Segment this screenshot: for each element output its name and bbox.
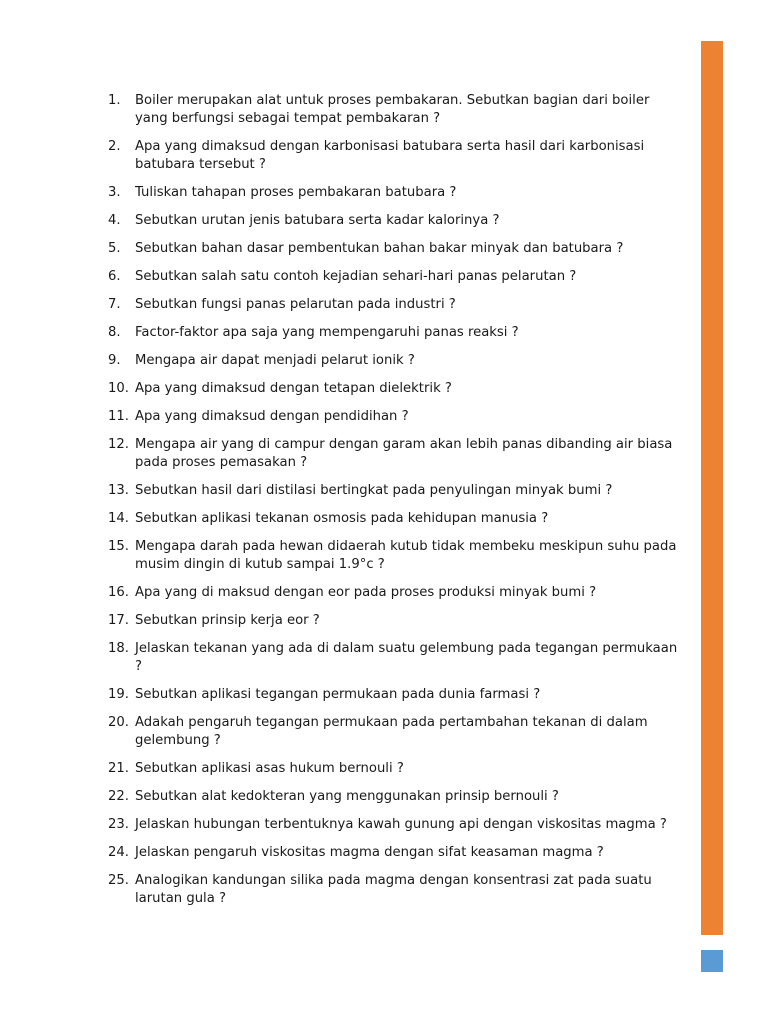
question-item — [108, 686, 683, 704]
question-number: 5. — [108, 241, 121, 256]
question-text: Apa yang dimaksud dengan pendidihan ? — [135, 409, 409, 424]
question-text: Sebutkan urutan jenis batubara serta kadar kalorinya ? — [135, 213, 500, 228]
question-text: Apa yang dimaksud dengan tetapan dielektrik ? — [135, 381, 452, 396]
question-number: 6. — [108, 269, 121, 284]
question-number: 2. — [108, 139, 121, 154]
question-text: Sebutkan bahan dasar pembentukan bahan bakar minyak dan batubara ? — [135, 241, 624, 256]
question-text: Mengapa air yang di campur dengan garam akan lebih panas dibanding air biasa pada proses pemasakan ? — [135, 437, 673, 470]
question-text: Jelaskan hubungan terbentuknya kawah gunung api dengan viskositas magma ? — [135, 817, 667, 832]
question-text: Sebutkan aplikasi tekanan osmosis pada kehidupan manusia ? — [135, 511, 549, 526]
question-text: Sebutkan aplikasi tegangan permukaan pada dunia farmasi ? — [135, 687, 541, 702]
question-number: 20. — [108, 715, 129, 730]
question-text: Sebutkan hasil dari distilasi bertingkat pada penyulingan minyak bumi ? — [135, 483, 613, 498]
question-item — [108, 212, 683, 230]
question-item — [108, 482, 683, 500]
question-item — [108, 640, 683, 676]
question-number: 11. — [108, 409, 129, 424]
blue-corner-square — [701, 950, 723, 972]
question-text: Sebutkan salah satu contoh kejadian sehari-hari panas pelarutan ? — [135, 269, 577, 284]
question-text: Apa yang dimaksud dengan karbonisasi batubara serta hasil dari karbonisasi batubara tersebut ? — [135, 139, 645, 172]
question-text: Jelaskan tekanan yang ada di dalam suatu gelembung pada tegangan permukaan ? — [135, 641, 678, 674]
question-number: 23. — [108, 817, 129, 832]
question-text: Boiler merupakan alat untuk proses pembakaran. Sebutkan bagian dari boiler yang berfungsi sebagai tempat pembakaran ? — [135, 93, 650, 126]
question-number: 24. — [108, 845, 129, 860]
question-item — [108, 380, 683, 398]
question-item — [108, 538, 683, 574]
question-number: 1. — [108, 93, 121, 108]
orange-sidebar-bar — [701, 41, 723, 935]
question-number: 21. — [108, 761, 129, 776]
question-item — [108, 92, 683, 128]
question-text: Tuliskan tahapan proses pembakaran batubara ? — [135, 185, 457, 200]
question-number: 8. — [108, 325, 121, 340]
question-text: Mengapa darah pada hewan didaerah kutub tidak membeku meskipun suhu pada musim dingin di kutub sampai 1.9°c ? — [135, 539, 677, 572]
question-item — [108, 872, 683, 908]
question-text: Sebutkan prinsip kerja eor ? — [135, 613, 320, 628]
question-text: Mengapa air dapat menjadi pelarut ionik ? — [135, 353, 415, 368]
question-item — [108, 714, 683, 750]
question-text: Adakah pengaruh tegangan permukaan pada pertambahan tekanan di dalam gelembung ? — [135, 715, 648, 748]
question-text: Sebutkan aplikasi asas hukum bernouli ? — [135, 761, 404, 776]
question-number: 16. — [108, 585, 129, 600]
question-number: 14. — [108, 511, 129, 526]
question-item — [108, 788, 683, 806]
question-text: Sebutkan alat kedokteran yang menggunakan prinsip bernouli ? — [135, 789, 559, 804]
question-item — [108, 816, 683, 834]
question-item — [108, 138, 683, 174]
question-item — [108, 352, 683, 370]
question-item — [108, 268, 683, 286]
question-number: 19. — [108, 687, 129, 702]
question-number: 25. — [108, 873, 129, 888]
question-item — [108, 240, 683, 258]
question-number: 4. — [108, 213, 121, 228]
question-item — [108, 184, 683, 202]
question-text: Apa yang di maksud dengan eor pada proses produksi minyak bumi ? — [135, 585, 597, 600]
question-number: 17. — [108, 613, 129, 628]
question-item — [108, 760, 683, 778]
question-item — [108, 436, 683, 472]
question-item — [108, 584, 683, 602]
question-number: 13. — [108, 483, 129, 498]
question-item — [108, 844, 683, 862]
question-text: Sebutkan fungsi panas pelarutan pada industri ? — [135, 297, 456, 312]
question-number: 18. — [108, 641, 129, 656]
question-number: 3. — [108, 185, 121, 200]
question-list — [108, 92, 683, 918]
question-item — [108, 408, 683, 426]
question-item — [108, 612, 683, 630]
question-text: Factor-faktor apa saja yang mempengaruhi panas reaksi ? — [135, 325, 519, 340]
question-item — [108, 324, 683, 342]
question-text: Analogikan kandungan silika pada magma dengan konsentrasi zat pada suatu larutan gula ? — [135, 873, 652, 906]
question-number: 9. — [108, 353, 121, 368]
question-text: Jelaskan pengaruh viskositas magma dengan sifat keasaman magma ? — [135, 845, 604, 860]
question-number: 22. — [108, 789, 129, 804]
question-number: 10. — [108, 381, 129, 396]
question-number: 7. — [108, 297, 121, 312]
question-item — [108, 296, 683, 314]
question-number: 12. — [108, 437, 129, 452]
question-number: 15. — [108, 539, 129, 554]
question-item — [108, 510, 683, 528]
